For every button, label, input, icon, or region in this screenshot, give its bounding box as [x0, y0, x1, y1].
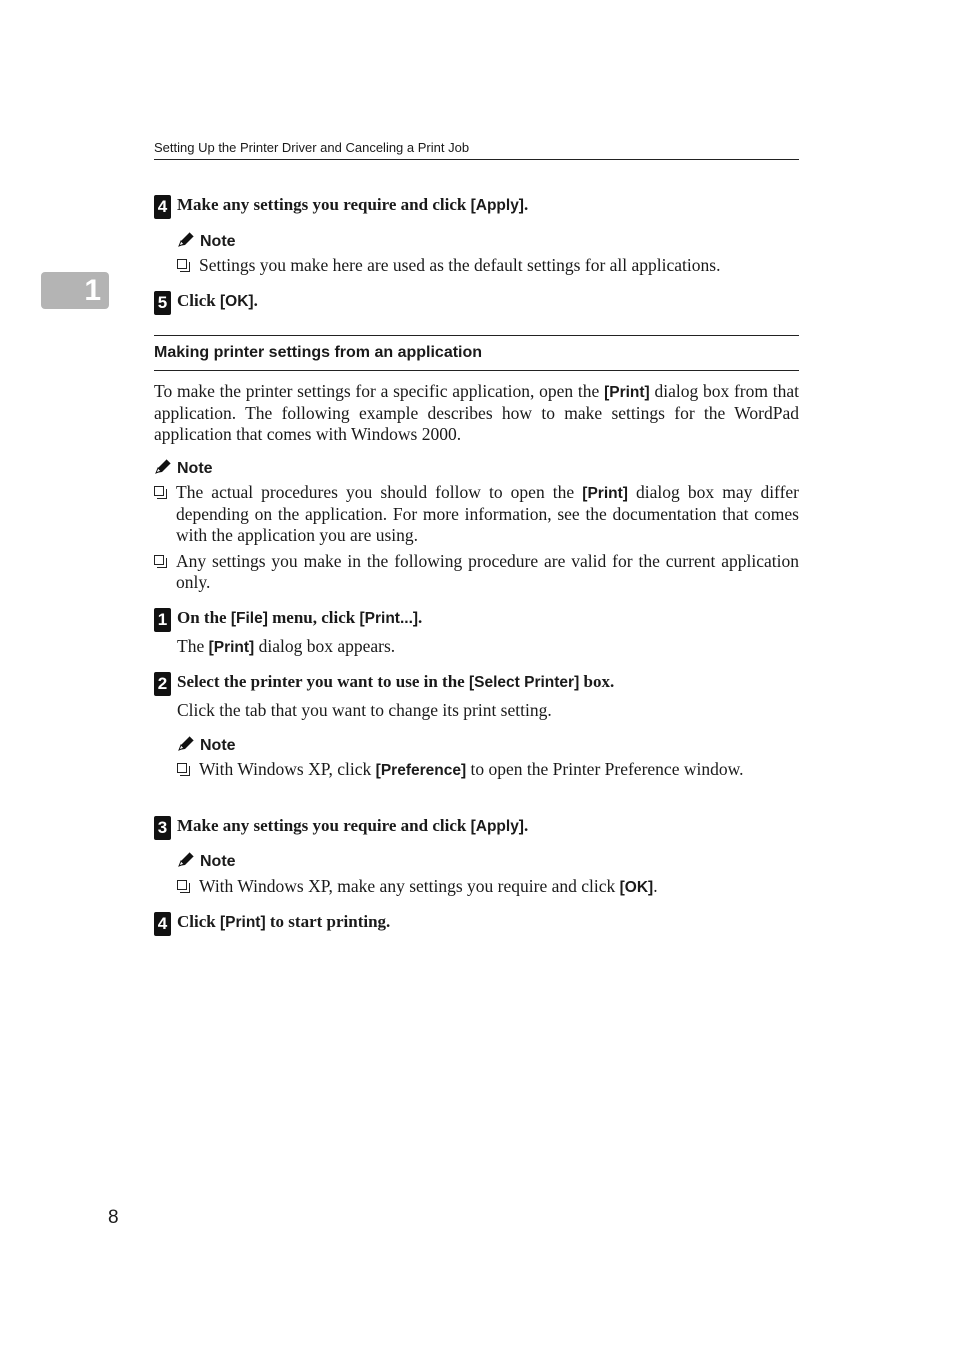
step-number-badge: 4: [154, 912, 171, 936]
ui-label-file: [File]: [230, 610, 268, 627]
checkbox-bullet-icon: [154, 555, 164, 565]
checkbox-bullet-icon: [177, 763, 187, 773]
step-text-end: .: [418, 608, 423, 627]
pencil-icon: [177, 735, 196, 752]
ui-label-print: [Print]: [604, 384, 650, 401]
note-label: Note: [200, 853, 236, 870]
note-text-end: to open the Printer Preference window.: [466, 759, 744, 779]
pencil-icon: [177, 231, 196, 248]
ui-label-print: [Print]: [582, 485, 628, 502]
note-heading: [177, 735, 236, 756]
step-text: Make any settings you require and click: [177, 195, 471, 214]
note-label: Note: [200, 737, 236, 754]
note-heading: [177, 231, 236, 252]
chapter-number: 1: [84, 274, 101, 307]
step-1-result: [177, 636, 799, 658]
ui-label-ok: [OK]: [619, 879, 654, 896]
step-1: [154, 607, 804, 632]
step-text: Make any settings you require and click: [177, 816, 471, 835]
ui-label-print: [Print]: [219, 914, 266, 931]
step-text-mid: menu, click: [267, 608, 360, 627]
note-text: Any settings you make in the following procedure are valid for the current application only.: [176, 551, 799, 592]
step-text-end: .: [523, 816, 529, 835]
ui-label-apply: [Apply]: [470, 197, 524, 214]
note-bullet: [177, 876, 799, 898]
checkbox-bullet-icon: [154, 486, 164, 496]
step-4: [154, 911, 804, 936]
step-number-badge: 3: [154, 816, 171, 840]
ui-label-select-printer: [Select Printer]: [468, 674, 580, 691]
note-text-end: dialog box may differ depending on the application. For more information, see the documentation that comes with the application you are using.: [176, 482, 799, 545]
checkbox-bullet-icon: [177, 880, 187, 890]
ui-label-ok: [OK]: [219, 293, 254, 310]
note-heading: [154, 458, 213, 479]
step-5: [154, 290, 804, 315]
note-text: With Windows XP, click: [199, 759, 376, 779]
step-3: [154, 815, 804, 840]
running-header-title: Setting Up the Printer Driver and Canceling a Print Job: [154, 140, 470, 155]
pencil-icon: [154, 458, 173, 475]
chapter-tab: [41, 272, 109, 309]
note-text: The actual procedures you should follow to open the: [176, 482, 583, 502]
body-text: Click the tab that you want to change its print setting.: [177, 700, 552, 720]
step-text: On the: [177, 608, 231, 627]
note-bullet: [154, 482, 799, 546]
step-number-badge: 5: [154, 291, 171, 315]
note-text-end: .: [653, 876, 658, 896]
step-2: [154, 671, 804, 696]
note-bullet: [154, 551, 799, 593]
note-label: Note: [200, 233, 236, 250]
running-header: [154, 138, 799, 160]
page-number: 8: [108, 1207, 119, 1228]
note-bullet: [177, 255, 799, 276]
step-number-badge: 4: [154, 195, 171, 219]
section-title: [154, 335, 799, 371]
ui-label-print: [Print]: [208, 639, 255, 656]
note-bullet: [177, 759, 799, 781]
step-number-badge: 1: [154, 608, 171, 632]
step-text: Click: [177, 912, 220, 931]
section-title-text: Making printer settings from an application: [154, 344, 483, 361]
step-text: Select the printer you want to use in the: [177, 672, 469, 691]
step-4-top: [154, 194, 804, 219]
step-text-end: .: [253, 291, 258, 310]
ui-label-preference: [Preference]: [375, 762, 467, 779]
intro-paragraph: [154, 381, 799, 445]
step-text-end: box.: [579, 672, 615, 691]
pencil-icon: [177, 851, 196, 868]
intro-text: To make the printer settings for a specific application, open the: [154, 381, 605, 401]
intro-text-end: dialog box from that application. The following example describes how to make settings for the WordPad application that comes with Windows 2000.: [154, 381, 799, 444]
result-text: The: [177, 636, 209, 656]
step-text-end: .: [523, 195, 529, 214]
note-text: With Windows XP, make any settings you require and click: [199, 876, 620, 896]
step-2-body: [177, 700, 799, 721]
note-text: Settings you make here are used as the default settings for all applications.: [199, 255, 721, 275]
checkbox-bullet-icon: [177, 259, 187, 269]
result-text-end: dialog box appears.: [254, 636, 396, 656]
ui-label-print-menu: [Print...]: [359, 610, 419, 627]
step-text: Click: [177, 291, 220, 310]
note-label: Note: [177, 460, 213, 477]
ui-label-apply: [Apply]: [470, 818, 524, 835]
step-text-end: to start printing.: [265, 912, 391, 931]
note-heading: [177, 851, 236, 872]
step-number-badge: 2: [154, 672, 171, 696]
